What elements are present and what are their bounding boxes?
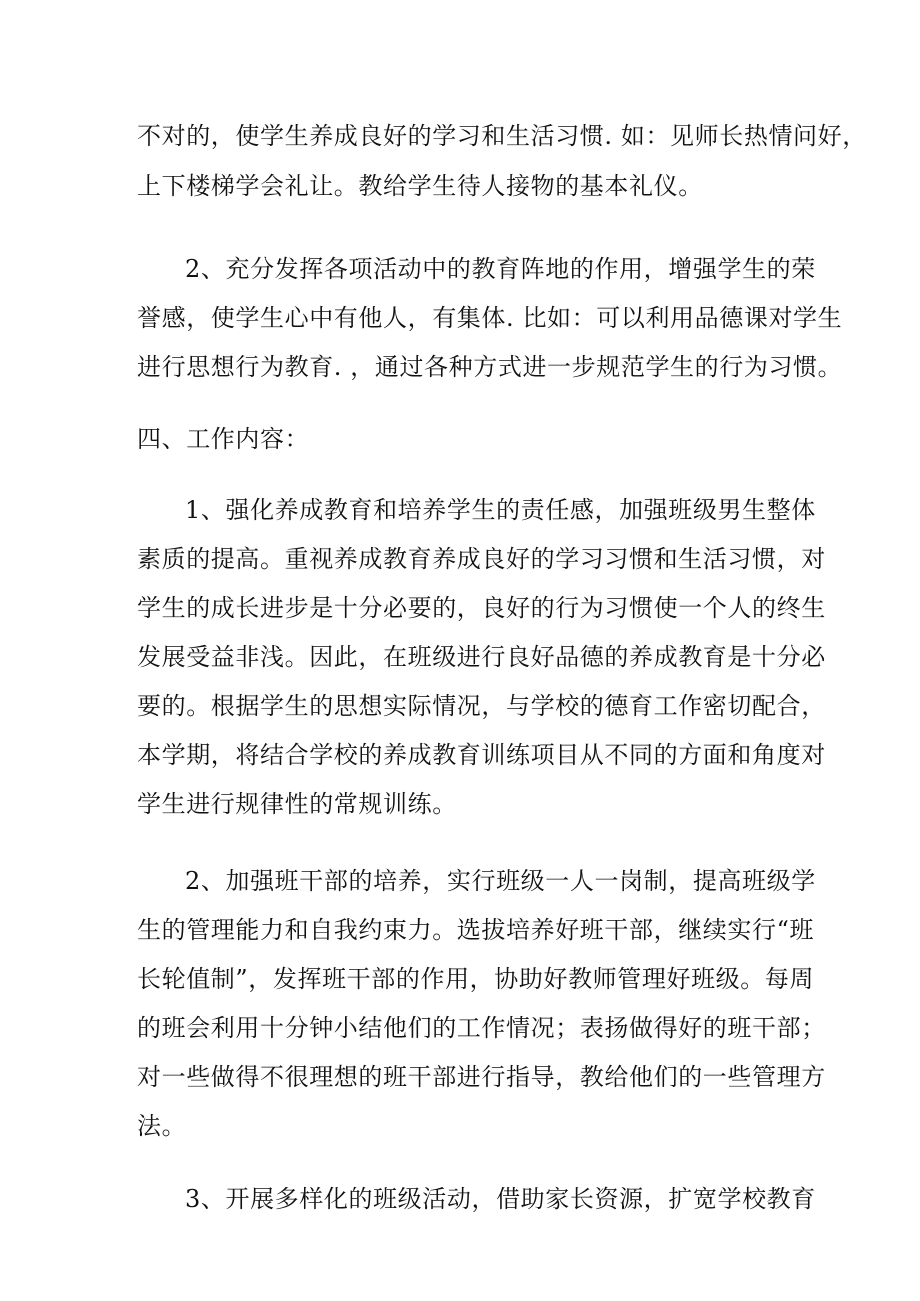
paragraph-line: 要的。根据学生的思想实际情况，与学校的德育工作密切配合，	[137, 692, 826, 720]
paragraph-line: 上下楼梯学会礼让。教给学生待人接物的基本礼仪。	[137, 172, 703, 200]
paragraph-line: 生的管理能力和自我约束力。选拔培养好班干部，继续实行“班	[137, 916, 815, 944]
paragraph-line: 进行思想行为教育. ，通过各种方式进一步规范学生的行为习惯。	[137, 353, 843, 381]
paragraph-line: 学生的成长进步是十分必要的，良好的行为习惯使一个人的终生	[137, 594, 826, 622]
paragraph-line: 对一些做得不很理想的班干部进行指导，教给他们的一些管理方	[137, 1063, 826, 1091]
paragraph-line: 法。	[137, 1112, 187, 1140]
paragraph-line: 1、强化养成教育和培养学生的责任感，加强班级男生整体	[185, 496, 816, 524]
paragraph-line: 2、充分发挥各项活动中的教育阵地的作用，增强学生的荣	[185, 255, 816, 283]
paragraph-line: 本学期，将结合学校的养成教育训练项目从不同的方面和角度对	[137, 741, 826, 769]
paragraph-line: 2、加强班干部的培养，实行班级一人一岗制，提高班级学	[185, 867, 816, 895]
paragraph-line: 3、开展多样化的班级活动，借助家长资源，扩宽学校教育	[185, 1185, 816, 1213]
paragraph-line: 的班会利用十分钟小结他们的工作情况；表扬做得好的班干部；	[137, 1014, 826, 1042]
paragraph-line: 发展受益非浅。因此，在班级进行良好品德的养成教育是十分必	[137, 643, 826, 671]
paragraph-line: 长轮值制”，发挥班干部的作用，协助好教师管理好班级。每周	[137, 965, 815, 993]
paragraph-line: 不对的，使学生养成良好的学习和生活习惯. 如：见师长热情问好，	[137, 122, 867, 150]
paragraph-line: 学生进行规律性的常规训练。	[137, 790, 457, 818]
paragraph-line: 素质的提高。重视养成教育养成良好的学习习惯和生活习惯，对	[137, 545, 826, 573]
paragraph-line: 誉感，使学生心中有他人，有集体. 比如：可以利用品德课对学生	[137, 304, 843, 332]
section-heading: 四、工作内容：	[137, 425, 310, 453]
